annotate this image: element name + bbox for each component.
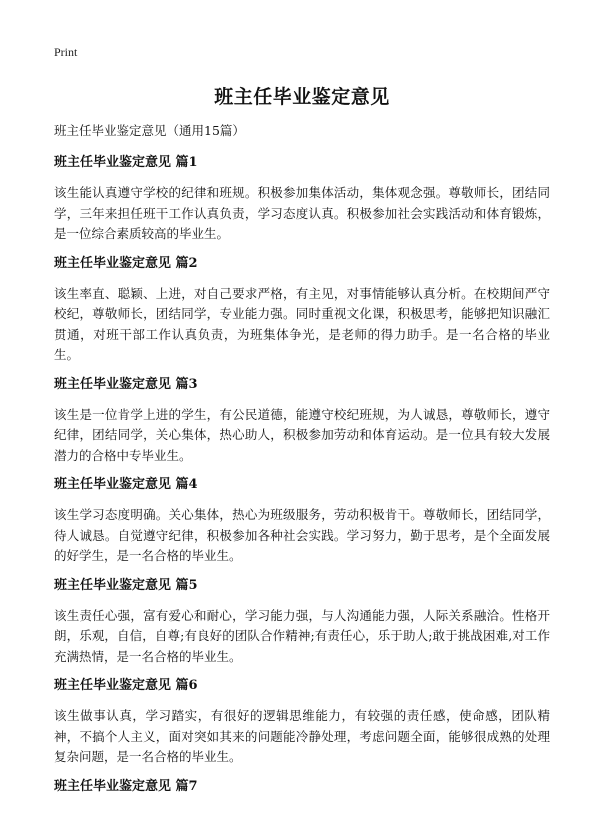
section-6 [54, 677, 550, 768]
section-heading: 班主任毕业鉴定意见 篇6 [54, 678, 198, 693]
section-body: 该生是一位肯学上进的学生，有公民道德，能遵守校纪班规，为人诚恳，尊敬师长，遵守纪律，团结同学，关心集体，热心助人，积极参加劳动和体育运动。是一位具有较大发展潜力的合格中专毕业生。 [54, 406, 550, 463]
section-heading: 班主任毕业鉴定意见 篇7 [54, 778, 198, 794]
section-heading: 班主任毕业鉴定意见 篇1 [54, 155, 198, 170]
print-link[interactable]: Print [54, 45, 78, 59]
page-title: 班主任毕业鉴定意见 [214, 86, 390, 108]
section-body: 该生做事认真，学习踏实，有很好的逻辑思维能力，有较强的责任感，使命感，团队精神，不搞个人主义，面对突如其来的问题能冷静处理，考虑问题全面，能够很成熟的处理复杂问题，是一名合格的毕业生。 [54, 708, 550, 764]
document-subtitle: 班主任毕业鉴定意见（通用15篇） [54, 123, 245, 138]
section-2 [54, 255, 550, 366]
section-body: 该生学习态度明确。关心集体，热心为班级服务，劳动积极肯干。尊敬师长，团结同学，待人诚恳。自觉遵守纪律，积极参加各种社会实践。学习努力，勤于思考，是个全面发展的好学生，是一名合格的毕业生。 [54, 507, 550, 563]
section-body: 该生率直、聪颖、上进，对自己要求严格，有主见，对事情能够认真分析。在校期间严守校纪，尊敬师长，团结同学，专业能力强。同时重视文化课，积极思考，能够把知识融汇贯通，对班干部工作认真负责，为班集体争光，是老师的得力助手。是一名合格的毕业生。 [54, 285, 550, 362]
section-heading: 班主任毕业鉴定意见 篇5 [54, 577, 198, 593]
section-1 [54, 154, 550, 245]
section-4 [54, 476, 550, 567]
section-body: 该生责任心强，富有爱心和耐心，学习能力强，与人沟通能力强，人际关系融洽。性格开朗，乐观，自信，自尊;有良好的团队合作精神;有责任心，乐于助人;敢于挑战困难,对工作充满热情，是一名合格的毕业生。 [54, 607, 550, 664]
section-body: 该生能认真遵守学校的纪律和班规。积极参加集体活动，集体观念强。尊敬师长，团结同学，三年来担任班干工作认真负责，学习态度认真。积极参加社会实践活动和体育锻炼，是一位综合素质较高的毕业生。 [54, 185, 550, 241]
section-heading: 班主任毕业鉴定意见 篇2 [54, 255, 198, 271]
section-heading: 班主任毕业鉴定意见 篇4 [54, 477, 198, 492]
section-7 [54, 778, 550, 796]
section-3 [54, 376, 550, 467]
section-5 [54, 577, 550, 668]
section-heading: 班主任毕业鉴定意见 篇3 [54, 376, 198, 392]
